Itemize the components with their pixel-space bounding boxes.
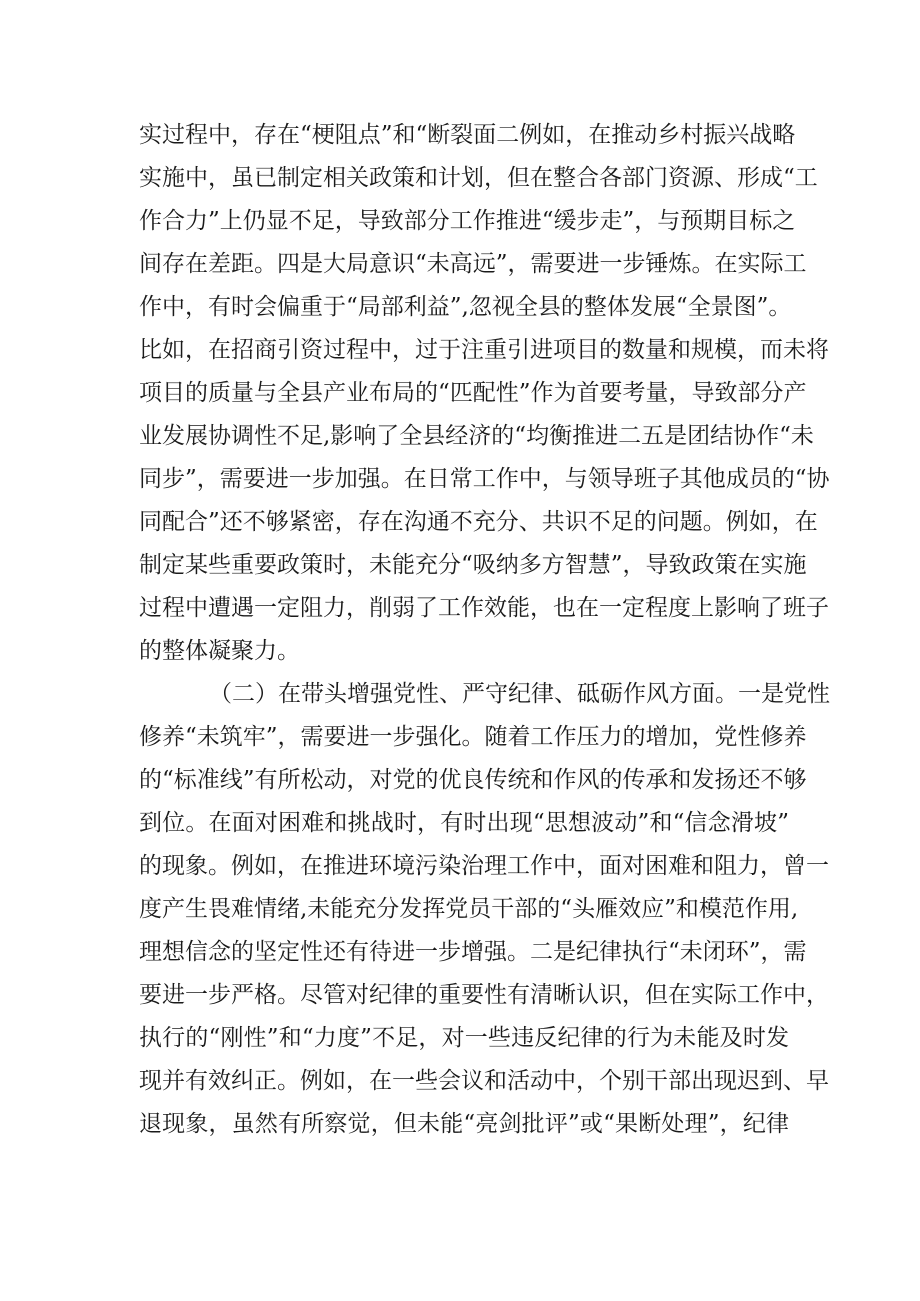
- text-line: 制定某些重要政策时，未能充分“吸纳多方智慧”，导致政策在实施: [139, 552, 807, 578]
- text-line: 实过程中，存在“梗阻点”和“断裂面二例如，在推动乡村振兴战略: [139, 122, 796, 148]
- text-line: 同步”，需要进一步加强。在日常工作中，与领导班子其他成员的“协: [139, 466, 830, 492]
- text-line: 度产生畏难情绪,未能充分发挥党员干部的“头雁效应”和模范作用,: [139, 896, 799, 922]
- text-line: 比如，在招商引资过程中，过于注重引进项目的数量和规模，而未将: [139, 337, 829, 363]
- text-line: 实施中，虽已制定相关政策和计划，但在整合各部门资源、形成“工: [139, 165, 818, 191]
- text-line: 过程中遭遇一定阻力，削弱了工作效能，也在一定程度上影响了班子: [139, 595, 829, 621]
- text-line: 同配合”还不够紧密，存在沟通不充分、共识不足的问题。例如，在: [139, 509, 818, 535]
- text-line: 间存在差距。四是大局意识“未高远”，需要进一步锤炼。在实际工: [139, 251, 807, 277]
- text-line: 现并有效纠正。例如，在一些会议和活动中，个别干部出现迟到、早: [139, 1068, 829, 1094]
- text-line: 要进一步严格。尽管对纪律的重要性有清晰认识，但在实际工作中，: [139, 982, 829, 1008]
- text-line: 的整体凝聚力。: [139, 638, 300, 664]
- text-line: 的现象。例如，在推进环境污染治理工作中，面对困难和阻力，曾一: [139, 853, 829, 879]
- text-line: 作合力”上仍显不足，导致部分工作推进“缓步走”，与预期目标之: [139, 208, 796, 234]
- text-line: 到位。在面对困难和挑战时，有时出现“思想波动”和“信念滑坡”: [139, 810, 789, 836]
- text-line: 项目的质量与全县产业布局的“匹配性”作为首要考量，导致部分产: [139, 380, 807, 406]
- document-body: [139, 114, 830, 1146]
- text-line: 作中，有时会偏重于“局部利益”,忽视全县的整体发展“全景图”。: [139, 294, 792, 320]
- text-line: 执行的“刚性”和“力度”不足，对一些违反纪律的行为未能及时发: [139, 1025, 789, 1051]
- paragraph-2: [139, 673, 830, 1146]
- text-line: 修养“未筑牢”，需要进一步强化。随着工作压力的增加，党性修养: [139, 724, 807, 750]
- text-line: 业发展协调性不足,影响了全县经济的“均衡推进二五是团结协作“未: [139, 423, 814, 449]
- text-line: 退现象，虽然有所察觉，但未能“亮剑批评”或“果断处理”，纪律: [139, 1111, 789, 1137]
- text-line: 理想信念的坚定性还有待进一步增强。二是纪律执行“未闭环”，需: [139, 939, 807, 965]
- text-line: 的“标准线”有所松动，对党的优良传统和作风的传承和发扬还不够: [139, 767, 807, 793]
- text-line: （二）在带头增强党性、严守纪律、砥砺作风方面。一是党性: [209, 681, 830, 707]
- paragraph-1: [139, 114, 830, 673]
